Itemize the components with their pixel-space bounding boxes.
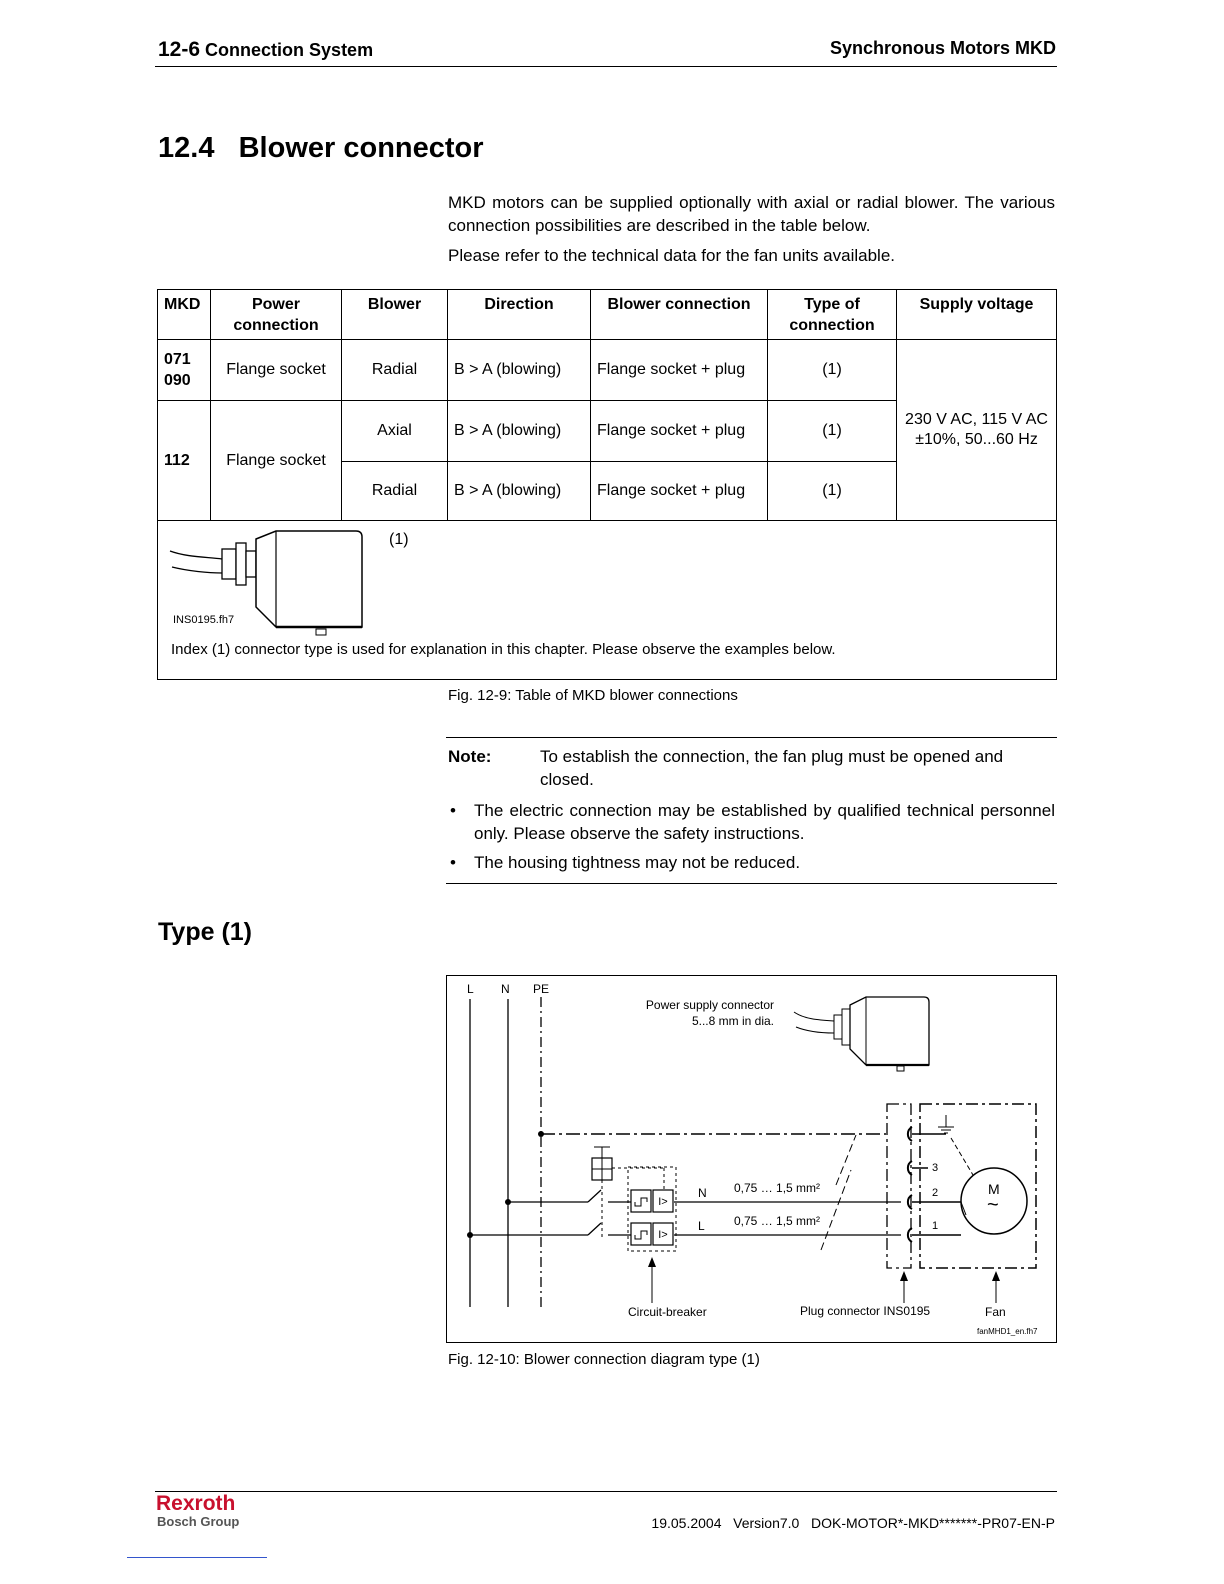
brand-group: Bosch Group: [157, 1514, 240, 1529]
header-left: [158, 38, 373, 62]
note-top-rule: [446, 737, 1057, 738]
bullet-icon: •: [450, 801, 456, 820]
pin-3-label: 3: [932, 1162, 939, 1174]
table-row: [158, 340, 1057, 401]
th-type: Type of connection: [768, 290, 897, 340]
section-name: Connection System: [205, 40, 374, 60]
th-power: Power connection: [211, 290, 342, 340]
magnetic-trip-icon: I>: [658, 1196, 668, 1208]
header-rule: [155, 66, 1057, 67]
figure-file-label: INS0195.fh7: [173, 614, 235, 626]
cell-power: Flange socket: [211, 340, 342, 401]
cell-type: (1): [768, 340, 897, 401]
section-heading: 12.4 Blower connector: [158, 132, 484, 164]
figure-index-label: (1): [389, 531, 409, 548]
footer-rule: [155, 1491, 1057, 1492]
cell-type: (1): [768, 462, 897, 521]
table-figure-row: [158, 521, 1057, 680]
pin-1-label: 1: [932, 1220, 939, 1232]
cell-connection: Flange socket + plug: [591, 401, 768, 462]
note-bullet-1: The electric connection may be established by qualified technical personnel only. Please observe the safety instructions.: [474, 801, 1055, 843]
cell-type: (1): [768, 401, 897, 462]
supply-label-2: 5...8 mm in dia.: [691, 1014, 774, 1028]
bullet-icon: •: [450, 853, 456, 872]
intro-paragraph-1: MKD motors can be supplied optionally with axial or radial blower. The various connection possibilities are described in the table below.: [448, 193, 1055, 235]
wiring-diagram: [446, 975, 1057, 1343]
supply-label-1: Power supply connector: [645, 998, 774, 1012]
cell-mkd: 112: [158, 401, 211, 521]
wire-spec-n: 0,75 … 1,5 mm²: [734, 1181, 821, 1195]
cell-supply-voltage: 230 V AC, 115 V AC ±10%, 50...60 Hz: [897, 340, 1057, 521]
intro-paragraph-2: Please refer to the technical data for the fan units available.: [448, 246, 895, 265]
cell-mkd: 071 090: [158, 340, 211, 401]
doc-title: Synchronous Motors MKD: [829, 38, 1056, 58]
note-label: Note:: [448, 747, 492, 766]
table-header-row: [158, 290, 1057, 340]
th-mkd: MKD: [158, 290, 211, 340]
bus-label-l: L: [467, 982, 474, 996]
figure-caption-2: Fig. 12-10: Blower connection diagram type (1): [448, 1351, 760, 1368]
pin-2-label: 2: [932, 1187, 939, 1199]
note-bullet-2: The housing tightness may not be reduced.: [474, 853, 801, 872]
footer-doc-info: 19.05.2004 Version7.0 DOK-MOTOR*-MKD*******-PR07-EN-P: [651, 1515, 1055, 1531]
table-footnote: Index (1) connector type is used for explanation in this chapter. Please observe the examples below.: [171, 641, 836, 658]
wire-spec-l: 0,75 … 1,5 mm²: [734, 1214, 821, 1228]
cell-blower: Radial: [342, 340, 448, 401]
label-fan: Fan: [985, 1305, 1006, 1319]
cell-connection: Flange socket + plug: [591, 340, 768, 401]
figure-caption-1: Fig. 12-9: Table of MKD blower connections: [448, 687, 738, 704]
type-heading: Type (1): [158, 918, 252, 946]
th-blower-connection: Blower connection: [591, 290, 768, 340]
th-blower: Blower: [342, 290, 448, 340]
footer-link-line: [127, 1557, 267, 1558]
page-number: 12-6: [158, 38, 201, 61]
motor-ac-icon: ~: [987, 1194, 999, 1216]
th-direction: Direction: [448, 290, 591, 340]
wire-label-l: L: [698, 1219, 705, 1233]
motor-label: M: [988, 1181, 1000, 1197]
note-bottom-rule: [446, 883, 1057, 884]
note-text: To establish the connection, the fan plug must be opened and closed.: [540, 747, 1004, 789]
cell-connection: Flange socket + plug: [591, 462, 768, 521]
label-plug-connector: Plug connector INS0195: [800, 1304, 931, 1318]
cell-blower: Radial: [342, 462, 448, 521]
brand-logo: Rexroth: [156, 1492, 236, 1515]
cell-power: Flange socket: [211, 401, 342, 521]
th-supply: Supply voltage: [897, 290, 1057, 340]
cell-blower: Axial: [342, 401, 448, 462]
wiring-diagram-graphic: [446, 975, 1057, 1343]
label-circuit-breaker: Circuit-breaker: [628, 1305, 707, 1319]
cell-direction: B > A (blowing): [448, 401, 591, 462]
cell-direction: B > A (blowing): [448, 462, 591, 521]
cell-direction: B > A (blowing): [448, 340, 591, 401]
bus-label-pe: PE: [533, 982, 550, 996]
blower-connection-table: [157, 289, 1057, 680]
diagram-file-label: fanMHD1_en.fh7: [977, 1327, 1038, 1336]
magnetic-trip-icon: I>: [658, 1229, 668, 1241]
bus-label-n: N: [501, 982, 510, 996]
wire-label-n: N: [698, 1186, 707, 1200]
